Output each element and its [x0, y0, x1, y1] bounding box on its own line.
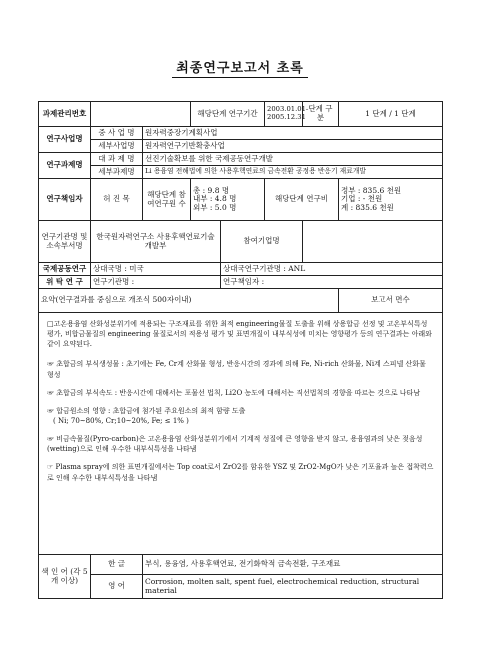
label-project-number: 과제관리번호	[39, 102, 91, 127]
label-task: 연구과제명	[39, 153, 91, 179]
summary-point-4: ☞ 비금속물질(Pyro-carbon)은 고온용융염 산화성분위기에서 기계적 성질에 큰 영향을 받지 않고, 용융염과의 낮은 젖음성(wetting)으로 인해 우수한 내부식특성을 나타냄	[47, 435, 423, 454]
value-big-task: 선진기술확보를 위한 국제공동연구개발	[143, 153, 443, 166]
value-project-number	[91, 102, 191, 127]
row-project-number	[39, 102, 443, 127]
value-staff	[191, 179, 265, 221]
row-sub-task	[39, 166, 443, 179]
summary-body	[39, 313, 443, 555]
cost-sum: 계 : 835.6 천원	[341, 202, 394, 212]
row-big-task	[39, 153, 443, 166]
value-keyword-en: Corrosion, molten salt, spent fuel, electrochemical reduction, structural material	[143, 575, 443, 599]
staff-total: 총 : 9.8 명	[193, 185, 230, 195]
label-keywords: 색 인 어 (각 5개 이상)	[39, 555, 91, 599]
label-sub-task: 세부과제명	[91, 166, 143, 179]
row-consignment	[39, 276, 443, 289]
cost-gov: 정부 : 835.6 천원	[341, 185, 402, 195]
label-detail-program: 세부사업명	[91, 140, 143, 153]
value-keyword-ko: 부식, 용융염, 사용후핵연료, 전기화학적 금속전환, 구조재료	[143, 555, 443, 575]
summary-point-3-detail: ( Ni; 70~80%, Cr;10~20%, Fe; ≤ 1% )	[53, 416, 189, 425]
abstract-table	[38, 101, 443, 599]
label-big-task: 대 과 제 명	[91, 153, 143, 166]
label-summary: 요약(연구결과를 중심으로 개조식 500자이내)	[39, 289, 339, 313]
staff-external: 외부 : 5.0 명	[193, 202, 237, 212]
label-cost: 해당단계 연구비	[265, 179, 339, 221]
label-keyword-ko: 한 글	[91, 555, 143, 575]
row-keyword-en	[39, 575, 443, 599]
report-title: 최종연구보고서 초록	[0, 57, 480, 76]
row-summary-header	[39, 289, 443, 313]
row-mid-program	[39, 127, 443, 140]
label-international: 국제공동연구	[39, 263, 91, 276]
value-country: 상대국명 : 미국	[91, 263, 221, 276]
summary-point-1: ☞ 초합금의 부식생성물 : 초기에는 Fe, Cr계 산화물 형성, 반응시간의 경과에 의해 Fe, Ni-rich 산화물, Ni계 스피넬 산화물 형성	[47, 360, 426, 379]
summary-point-2: ☞ 초합금의 부식속도 : 반응시간에 대해서는 포물선 법칙, Li2O 농도에 대해서는 직선법칙의 경향을 따르는 것으로 나타남	[47, 388, 421, 397]
value-partner	[303, 221, 443, 263]
row-international	[39, 263, 443, 276]
label-organization: 연구기관명 및 소속부서명	[39, 221, 91, 263]
row-keyword-ko	[39, 555, 443, 575]
value-consign-person: 연구책임자 :	[221, 276, 443, 289]
staff-internal: 내부 : 4.8 명	[193, 194, 237, 204]
value-sub-task: Li 용융염 전해법에 의한 사용후핵연료의 금속전환 공정용 반응기 재료개발	[143, 166, 443, 179]
label-stage: 단계 구분	[303, 102, 339, 127]
value-stage: 1 단계 / 1 단계	[339, 102, 443, 127]
label-mid-program: 중 사 업 명	[91, 127, 143, 140]
cost-corp: 기업 : - 천원	[341, 194, 383, 204]
value-detail-program: 원자력연구기반확충사업	[143, 140, 443, 153]
row-summary-body	[39, 313, 443, 555]
value-mid-program: 원자력중장기계획사업	[143, 127, 443, 140]
label-period: 해당단계 연구기간	[191, 102, 265, 127]
label-program: 연구사업명	[39, 127, 91, 153]
value-organization: 한국원자력연구소 사용후핵연료기술개발부	[91, 221, 221, 263]
value-consign-org: 연구기관명 :	[91, 276, 221, 289]
value-researcher: 허 진 목	[91, 179, 143, 221]
label-researcher: 연구책임자	[39, 179, 91, 221]
summary-intro: □고온용융염 산화성분위기에 적용되는 구조재료를 위한 최적 engineering물질 도출을 위해 상용합금 선정 및 고온부식특성평가, 비합금물질의 engineering 물질로서의 적용성 평가 및 표면개질이 내부식성에 미치는 영향평가 등의 연구결과는 아래와 같이 요약된다.	[47, 320, 432, 349]
value-cost	[339, 179, 443, 221]
row-researcher	[39, 179, 443, 221]
summary-point-3: ☞ 합금원소의 영향 : 초합금에 첨가된 주요원소의 최적 함량 도출	[47, 406, 246, 415]
label-pages: 보고서 면수	[339, 289, 443, 313]
summary-point-5: ☞ Plasma spray에 의한 표면개질에서는 Top coat로서 ZrO2를 함유한 YSZ 및 ZrO2-MgO가 낮은 기포율과 높은 접착력으로 인해 우수한 내부식특성을 나타냄	[47, 463, 434, 482]
value-period: 2003.01.01-2005.12.31	[265, 102, 303, 127]
label-consignment: 위 탁 연 구	[39, 276, 91, 289]
label-partner: 참여기업명	[221, 221, 303, 263]
value-partner-org: 상대국연구기관명 : ANL	[221, 263, 443, 276]
row-detail-program	[39, 140, 443, 153]
label-staff: 해당단계 참여연구원 수	[143, 179, 191, 221]
row-organization	[39, 221, 443, 263]
label-keyword-en: 영 어	[91, 575, 143, 599]
